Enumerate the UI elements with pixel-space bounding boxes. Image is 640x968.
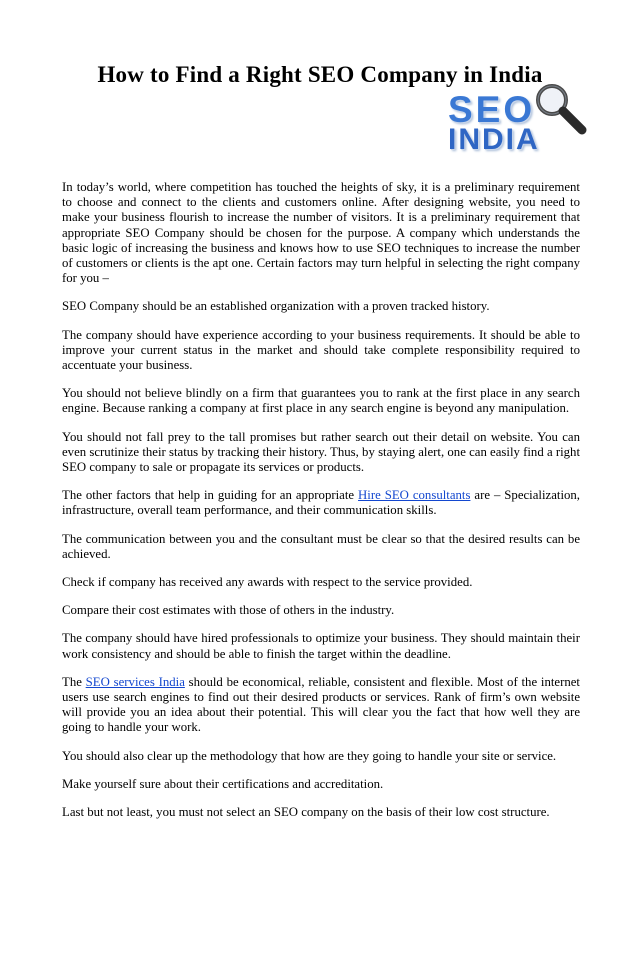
text-run: You should also clear up the methodology that how are they going to handle your site or service. [62, 748, 557, 763]
text-run: are – Specialization, infrastructure, overall team performance, and their communication skills. [62, 488, 580, 518]
paragraph [62, 430, 580, 476]
text-run: In today’s world, where competition has touched the heights of sky, it is a preliminary requirement to choose and connect to the clients and customers online. After designing website, you need to make your business flourish to increase the number of visitors. It is a preliminary requirement that appropriate SEO Company should be chosen for the purpose. A company which understands the basic logic of increasing the business and knows how to use SEO techniques to increase the number of customers or clients is the apt one. Certain factors may turn helpful in selecting the right company for you – [62, 180, 580, 286]
magnifier-icon [528, 78, 592, 142]
hyperlink[interactable]: SEO services India [85, 674, 185, 689]
paragraph [62, 805, 580, 820]
text-run: Last but not least, you must not select an SEO company on the basis of their low cost structure. [62, 805, 550, 820]
text-run: The [62, 674, 86, 689]
paragraph [62, 777, 580, 792]
paragraph [62, 749, 580, 764]
paragraph [62, 675, 580, 736]
paragraph [62, 532, 580, 562]
paragraph [62, 631, 580, 661]
text-run: should be economical, reliable, consistent and flexible. Most of the internet users use search engines to find out their desired products or services. Rank of firm’s own website will provide you an idea about their potential. This will clear you the fact that how well they are going to handle your work. [62, 674, 580, 735]
hyperlink[interactable]: Hire SEO consultants [358, 488, 471, 503]
text-run: SEO Company should be an established organization with a proven tracked history. [62, 299, 490, 314]
text-run: The company should have hired professionals to optimize your business. They should maintain their work consistency and should be able to finish the target within the deadline. [62, 631, 580, 661]
paragraph [62, 575, 580, 590]
logo-line-seo: SEO [448, 89, 536, 130]
paragraph [62, 386, 580, 416]
paragraph [62, 488, 580, 518]
text-run: The company should have experience according to your business requirements. It should be able to improve your current status in the market and should take complete responsibility required to accentuate your business. [62, 327, 580, 373]
text-run: Check if company has received any awards with respect to the service provided. [62, 575, 473, 590]
text-run: Compare their cost estimates with those of others in the industry. [62, 603, 395, 618]
text-run: The other factors that help in guiding for an appropriate [62, 488, 359, 503]
logo-row [0, 89, 640, 166]
text-run: You should not believe blindly on a firm that guarantees you to rank at the first place in any search engine. Because ranking a company at first place in any search engine is beyond any manipulation. [62, 386, 580, 416]
document-page [0, 62, 640, 968]
paragraph [62, 603, 580, 618]
page-title: How to Find a Right SEO Company in India [97, 62, 543, 87]
seo-india-logo [448, 89, 578, 166]
text-run: The communication between you and the consultant must be clear so that the desired results can be achieved. [62, 531, 580, 561]
paragraph [62, 180, 580, 286]
document-body [62, 180, 580, 820]
text-run: You should not fall prey to the tall promises but rather search out their detail on website. You can even scrutinize their status by tracking their history. Thus, by staying alert, one can easily find a right SEO company to sale or propagate its services or products. [62, 429, 580, 475]
paragraph [62, 328, 580, 374]
logo-line-india: INDIA [448, 122, 540, 156]
paragraph [62, 299, 580, 314]
text-run: Make yourself sure about their certifications and accreditation. [62, 776, 384, 791]
